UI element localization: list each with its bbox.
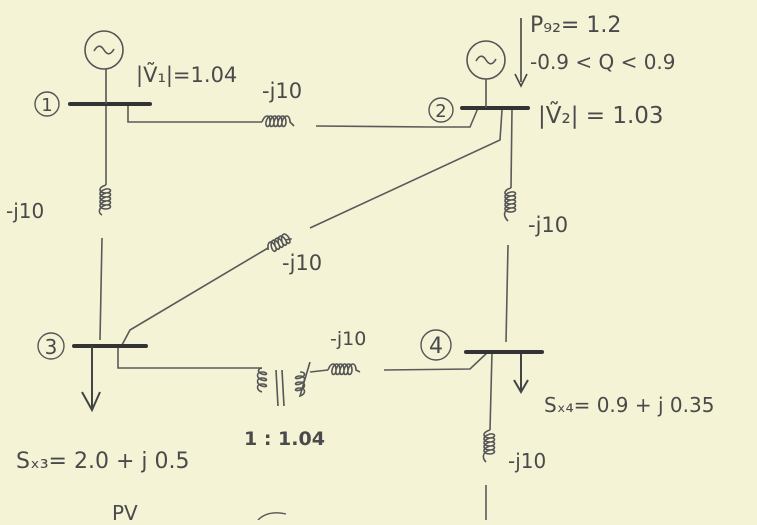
transformer-3-4 bbox=[258, 362, 311, 406]
wire-2-3 bbox=[310, 110, 502, 228]
gen-2-p: P₉₂= 1.2 bbox=[530, 13, 622, 38]
bus-1-label bbox=[35, 92, 59, 116]
load-arrow-3 bbox=[82, 346, 100, 410]
wire-1-3b bbox=[100, 238, 102, 340]
transformer-ratio: 1 : 1.04 bbox=[244, 428, 325, 450]
reactance-1-2 bbox=[262, 116, 294, 127]
wire-3-4 bbox=[118, 348, 262, 368]
impedance-1-3: -j10 bbox=[6, 199, 45, 223]
wire-4-down bbox=[490, 352, 492, 430]
load-3: Sₓ₃= 2.0 + j 0.5 bbox=[16, 449, 190, 474]
generator-2 bbox=[467, 41, 505, 108]
generator-1 bbox=[85, 31, 123, 104]
wire-3-4b bbox=[310, 370, 328, 372]
partial-circle bbox=[258, 513, 286, 520]
bus-4-label bbox=[421, 330, 451, 360]
reactance-3-4 bbox=[328, 364, 360, 375]
load-arrow-4 bbox=[514, 354, 528, 392]
wire-1-2 bbox=[128, 105, 262, 122]
bus-2-voltage: |Ṽ₂| = 1.03 bbox=[538, 103, 664, 129]
gen-2-q: -0.9 < Q < 0.9 bbox=[530, 50, 676, 74]
reactance-2-4 bbox=[505, 188, 516, 221]
bus-3-number: 3 bbox=[44, 335, 58, 359]
bus-2-number: 2 bbox=[435, 101, 447, 122]
impedance-4-down: -j10 bbox=[508, 449, 547, 473]
bus-3-label bbox=[38, 333, 64, 359]
wire-2-3b bbox=[122, 248, 268, 345]
reactance-4-down bbox=[483, 430, 494, 462]
impedance-2-3: -j10 bbox=[282, 251, 323, 275]
gen2-arrow bbox=[515, 18, 527, 86]
partial-label: PV bbox=[112, 501, 138, 520]
bus-bars bbox=[70, 104, 542, 352]
wire-1-2b bbox=[316, 108, 478, 127]
bus-2-label bbox=[429, 98, 453, 122]
wire-2-4 bbox=[511, 108, 512, 188]
impedance-2-4: -j10 bbox=[528, 213, 569, 237]
load-4: Sₓ₄= 0.9 + j 0.35 bbox=[544, 393, 715, 417]
impedance-1-2: -j10 bbox=[262, 79, 303, 103]
reactance-1-3 bbox=[99, 185, 110, 215]
impedance-3-4: -j10 bbox=[330, 328, 367, 350]
bus-4-number: 4 bbox=[429, 334, 443, 359]
wire-2-4b bbox=[506, 245, 508, 342]
bus-1-voltage: |Ṽ₁|=1.04 bbox=[136, 63, 238, 87]
bus-1-number: 1 bbox=[41, 95, 53, 116]
